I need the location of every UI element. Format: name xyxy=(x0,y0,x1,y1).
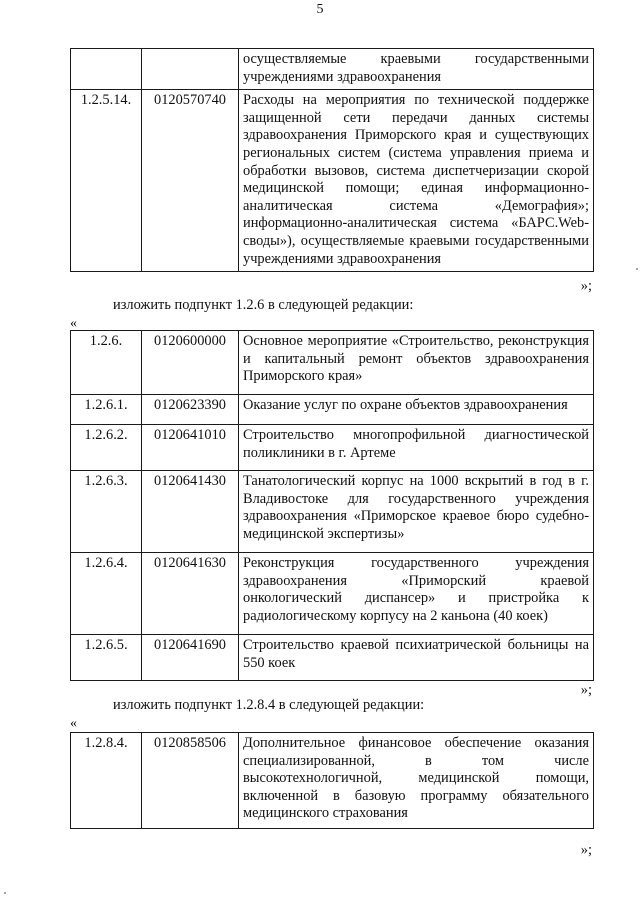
code-cell: 0120641430 xyxy=(142,471,239,553)
row-number-cell xyxy=(71,49,142,90)
closing-quote: »; xyxy=(580,842,592,858)
row-number-cell: 1.2.6.5. xyxy=(71,635,142,681)
budget-codes-table-1-2-8-4 xyxy=(70,732,594,829)
description-cell: Реконструкция государственного учреждения здравоохранения «Приморский краевой онкологический диспансер» и пристройка к радиологическому корпусу на 2 каньона (40 коек) xyxy=(239,553,594,635)
code-cell: 0120623390 xyxy=(142,395,239,425)
table-row xyxy=(71,90,594,272)
code-cell: 0120641630 xyxy=(142,553,239,635)
description-cell: осуществляемые краевыми государственными учреждениями здравоохранения xyxy=(239,49,594,90)
description-cell: Строительство краевой психиатрической больницы на 550 коек xyxy=(239,635,594,681)
description-cell: Дополнительное финансовое обеспечение оказания специализированной, в том числе высокотехнологичной, медицинской помощи, включенной в базовую программу обязательного медицинского страхования xyxy=(239,733,594,829)
closing-quote: »; xyxy=(580,278,592,294)
code-cell: 0120570740 xyxy=(142,90,239,272)
table-row xyxy=(71,733,594,829)
code-cell: 0120641690 xyxy=(142,635,239,681)
table-row xyxy=(71,553,594,635)
scan-artifact xyxy=(4,892,6,894)
table-row xyxy=(71,635,594,681)
code-cell: 0120600000 xyxy=(142,331,239,395)
row-number-cell: 1.2.8.4. xyxy=(71,733,142,829)
code-cell: 0120858506 xyxy=(142,733,239,829)
code-cell xyxy=(142,49,239,90)
row-number-cell: 1.2.6.1. xyxy=(71,395,142,425)
amendment-instruction: изложить подпункт 1.2.8.4 в следующей редакции: xyxy=(113,697,425,713)
opening-quote: « xyxy=(70,716,77,731)
description-cell: Основное мероприятие «Строительство, реконструкция и капитальный ремонт объектов здравоохранения Приморского края» xyxy=(239,331,594,395)
opening-quote: « xyxy=(70,316,77,331)
budget-codes-table-1-2-6 xyxy=(70,330,594,681)
row-number-cell: 1.2.6.4. xyxy=(71,553,142,635)
row-number-cell: 1.2.6.2. xyxy=(71,425,142,471)
description-cell: Оказание услуг по охране объектов здравоохранения xyxy=(239,395,594,425)
row-number-cell: 1.2.6. xyxy=(71,331,142,395)
description-cell: Расходы на мероприятия по технической поддержке защищенной сети передачи данных системы здравоохранения Приморского края и существующих региональных систем (система управления приема и обработки вызовов, система диспетчеризации скорой медицинской помощи; единая информационно-аналитическая система «Демография»; информационно-аналитическая система «БАРС.Web-своды»), осуществляемые краевыми государственными учреждениями здравоохранения xyxy=(239,90,594,272)
table-row xyxy=(71,425,594,471)
amendment-instruction: изложить подпункт 1.2.6 в следующей редакции: xyxy=(113,297,414,313)
scan-artifact xyxy=(636,268,638,270)
description-cell: Танатологический корпус на 1000 вскрытий в год в г. Владивостоке для государственного учреждения здравоохранения «Приморское краевое бюро судебно-медицинской экспертизы» xyxy=(239,471,594,553)
row-number-cell: 1.2.6.3. xyxy=(71,471,142,553)
table-row xyxy=(71,331,594,395)
table-row xyxy=(71,395,594,425)
closing-quote: »; xyxy=(580,682,592,698)
code-cell: 0120641010 xyxy=(142,425,239,471)
budget-codes-table-continued xyxy=(70,48,594,272)
page-number: 5 xyxy=(316,2,324,17)
row-number-cell: 1.2.5.14. xyxy=(71,90,142,272)
table-row xyxy=(71,49,594,90)
description-cell: Строительство многопрофильной диагностической поликлиники в г. Артеме xyxy=(239,425,594,471)
table-row xyxy=(71,471,594,553)
